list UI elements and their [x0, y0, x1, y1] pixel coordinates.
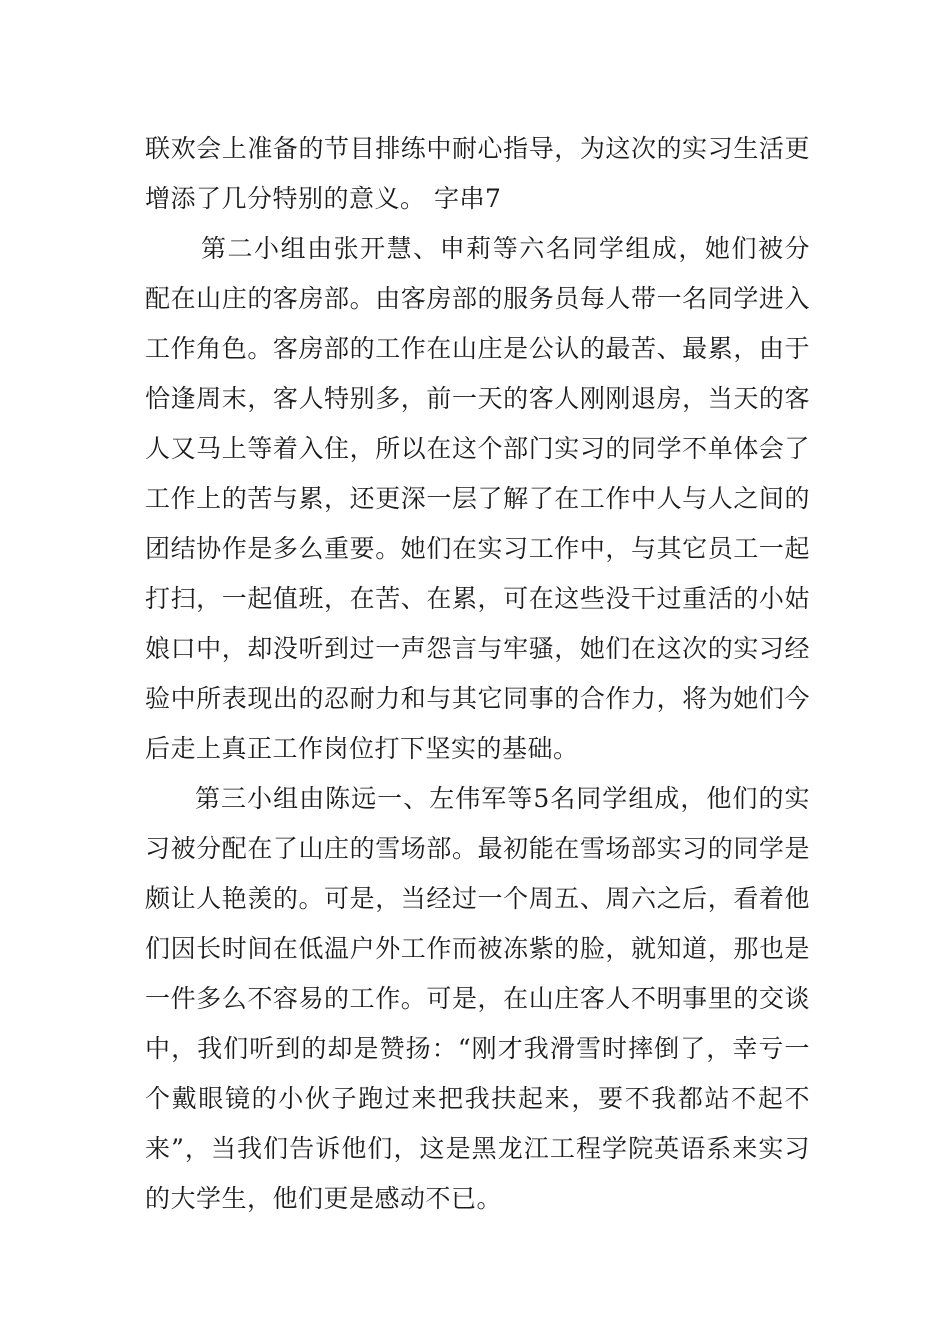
paragraph-continuation: 联欢会上准备的节目排练中耐心指导，为这次的实习生活更增添了几分特别的意义。 字串7 [145, 134, 810, 213]
document-body [145, 124, 810, 1224]
paragraph-group-three: 第三小组由陈远一、左伟军等5名同学组成，他们的实习被分配在了山庄的雪场部。最初能在雪场部实习的同学是颇让人艳羡的。可是，当经过一个周五、周六之后，看着他们因长时间在低温户外工作而被冻紫的脸，就知道，那也是一件多么不容易的工作。可是，在山庄客人不明事里的交谈中，我们听到的却是赞扬：“刚才我滑雪时摔倒了，幸亏一个戴眼镜的小伙子跑过来把我扶起来，要不我都站不起不来”，当我们告诉他们，这是黑龙江工程学院英语系来实习的大学生，他们更是感动不已。 [145, 784, 810, 1213]
paragraph-group-two: 第二小组由张开慧、申莉等六名同学组成，她们被分配在山庄的客房部。由客房部的服务员每人带一名同学进入工作角色。客房部的工作在山庄是公认的最苦、最累，由于恰逢周末，客人特别多，前一天的客人刚刚退房，当天的客人又马上等着入住，所以在这个部门实习的同学不单体会了工作上的苦与累，还更深一层了解了在工作中人与人之间的团结协作是多么重要。她们在实习工作中，与其它员工一起打扫，一起值班，在苦、在累，可在这些没干过重活的小姑娘口中，却没听到过一声怨言与牢骚，她们在这次的实习经验中所表现出的忍耐力和与其它同事的合作力，将为她们今后走上真正工作岗位打下坚实的基础。 [145, 234, 810, 763]
